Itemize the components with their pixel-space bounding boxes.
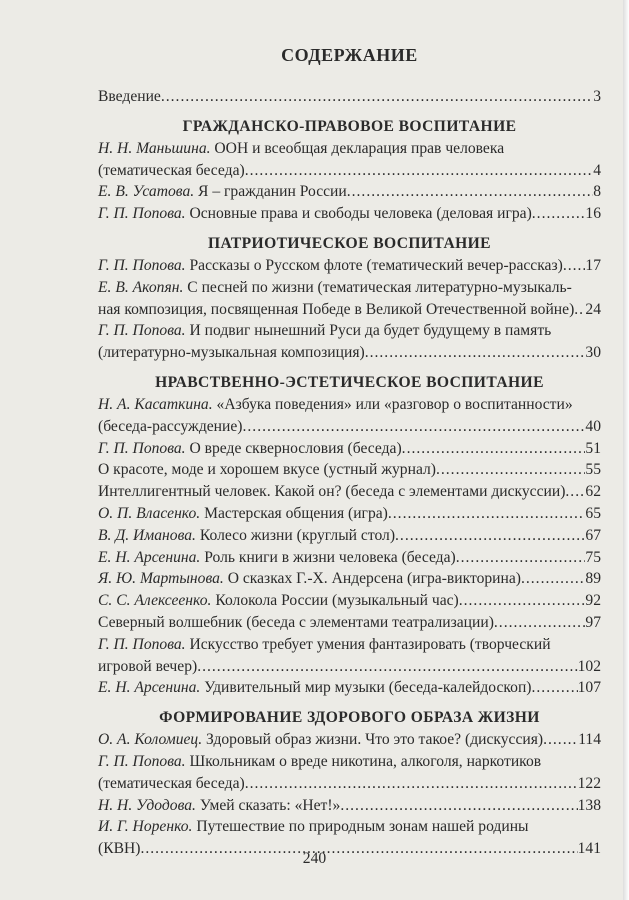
toc-entry xyxy=(98,677,601,699)
entry-author: С. С. Алексеенко. xyxy=(98,592,212,610)
entry-line xyxy=(98,503,601,525)
entry-text: (КВН) xyxy=(98,840,141,858)
entry-page: 102 xyxy=(577,657,601,675)
entry-author: Е. В. Усатова. xyxy=(98,183,195,201)
leader-dots xyxy=(161,86,593,108)
entry-line xyxy=(98,634,601,656)
toc-entry xyxy=(98,255,601,277)
leader-dots xyxy=(574,299,585,321)
section-heading: НРАВСТВЕННО-ЭСТЕТИЧЕСКОЕ ВОСПИТАНИЕ xyxy=(155,373,544,391)
entry-page: 89 xyxy=(585,570,601,588)
entry-author: Г. П. Попова. xyxy=(98,439,186,457)
entry-line xyxy=(98,394,601,416)
leader-dots xyxy=(565,481,585,503)
leader-dots xyxy=(436,459,585,481)
entry-text: (литературно-музыкальная композиция) xyxy=(98,344,365,362)
entry-title xyxy=(98,438,402,460)
entry-author: В. Д. Иманова. xyxy=(98,526,196,544)
entry-text: (беседа-рассуждение) xyxy=(98,417,243,435)
entry-text: Удивительный мир музыки (беседа-калейдоскоп) xyxy=(204,679,532,697)
entry-page: 17 xyxy=(585,256,601,274)
entry-title xyxy=(98,459,436,481)
entry-page: 3 xyxy=(593,88,601,105)
leader-dots xyxy=(197,656,577,678)
entry-title xyxy=(98,751,541,773)
leader-dots xyxy=(340,795,577,817)
leader-dots xyxy=(543,729,578,751)
entry-author: Я. Ю. Мартынова. xyxy=(98,570,224,588)
entry-line xyxy=(98,656,601,678)
entry-text: О вреде сквернословия (беседа) xyxy=(189,439,402,457)
entry-title xyxy=(98,656,197,678)
entry-author: О. П. Власенко. xyxy=(98,504,201,522)
entry-line xyxy=(98,138,601,160)
entry-line xyxy=(98,181,601,203)
section-heading: ПАТРИОТИЧЕСКОЕ ВОСПИТАНИЕ xyxy=(208,234,491,252)
entry-line xyxy=(98,547,601,569)
entry-title xyxy=(98,547,456,569)
entry-page: 40 xyxy=(585,417,601,435)
entry-line xyxy=(98,320,601,342)
entry-text: ная композиция, посвященная Победе в Великой Отечественной войне) xyxy=(98,300,575,318)
entry-text: И подвиг нынешний Руси да будет будущему в память xyxy=(189,322,552,340)
entry-title xyxy=(98,320,551,342)
leader-dots xyxy=(532,677,578,699)
entry-author: Г. П. Попова. xyxy=(98,322,186,340)
entry-text: (тематическая беседа) xyxy=(98,161,245,179)
entry-text: Умей сказать: «Нет!» xyxy=(199,796,341,814)
entry-author: Н. А. Касаткина. xyxy=(98,395,213,413)
entry-text: Я – гражданин России xyxy=(198,183,347,201)
leader-dots xyxy=(243,416,586,438)
toc-entry-intro xyxy=(98,86,601,108)
entry-title xyxy=(98,729,543,751)
entry-text: Искусство требует умения фантазировать (творческий xyxy=(189,635,551,653)
toc-entry xyxy=(98,634,601,678)
entry-line xyxy=(98,416,601,438)
entry-author: Е. В. Акопян. xyxy=(98,278,184,296)
entry-text: Мастерская общения (игра) xyxy=(204,504,388,522)
page-number: 240 xyxy=(302,850,327,867)
entry-text: Рассказы о Русском флоте (тематический вечер-рассказ) xyxy=(189,256,563,274)
entry-title xyxy=(98,525,395,547)
entry-text: Колесо жизни (круглый стол) xyxy=(199,526,396,544)
toc-entry xyxy=(98,795,601,817)
entry-text: Школьникам о вреде никотина, алкоголя, наркотиков xyxy=(189,752,542,770)
entry-title xyxy=(98,773,245,795)
section-heading: ФОРМИРОВАНИЕ ЗДОРОВОГО ОБРАЗА ЖИЗНИ xyxy=(159,709,540,727)
entry-author: Г. П. Попова. xyxy=(98,752,186,770)
entry-author: Н. Н. Удодова. xyxy=(98,796,196,814)
toc-entry xyxy=(98,181,601,203)
entry-title xyxy=(98,590,459,612)
toc-entry xyxy=(98,481,601,503)
entry-title xyxy=(98,277,572,299)
leader-dots xyxy=(459,590,586,612)
toc-entry xyxy=(98,729,601,751)
entry-text: Интеллигентный человек. Какой он? (беседа с элементами дискуссии) xyxy=(98,483,566,501)
entry-line xyxy=(98,160,601,182)
entry-author: И. Г. Норенко. xyxy=(98,818,193,836)
entry-page: 51 xyxy=(585,439,601,457)
toc-entry xyxy=(98,203,601,225)
entry-page: 114 xyxy=(578,731,601,749)
toc-entry xyxy=(98,525,601,547)
page-edge xyxy=(623,0,629,900)
entry-title xyxy=(98,203,532,225)
entry-page: 97 xyxy=(585,613,601,631)
entry-page: 75 xyxy=(585,548,601,566)
leader-dots xyxy=(532,203,586,225)
toc-entry xyxy=(98,277,601,321)
entry-text: ООН и всеобщая декларация прав человека xyxy=(214,139,505,157)
entry-title: Введение xyxy=(98,88,161,105)
entry-page: 92 xyxy=(585,592,601,610)
section-heading: ГРАЖДАНСКО-ПРАВОВОЕ ВОСПИТАНИЕ xyxy=(182,117,517,135)
entry-author: Г. П. Попова. xyxy=(98,256,186,274)
entry-title xyxy=(98,503,388,525)
leader-dots xyxy=(347,181,593,203)
entry-title xyxy=(98,299,574,321)
entry-page: 122 xyxy=(577,774,601,792)
entry-page: 107 xyxy=(577,679,601,697)
entry-page: 30 xyxy=(585,344,601,362)
entry-line xyxy=(98,203,601,225)
leader-dots xyxy=(365,342,586,364)
entry-page: 67 xyxy=(585,526,601,544)
leader-dots xyxy=(402,438,586,460)
entry-line xyxy=(98,590,601,612)
entry-author: Н. Н. Маньшина. xyxy=(98,139,211,157)
entry-title xyxy=(98,677,532,699)
entry-title xyxy=(98,255,563,277)
entry-text: игровой вечер) xyxy=(98,657,198,675)
entry-text: (тематическая беседа) xyxy=(98,774,245,792)
toc-entry xyxy=(98,459,601,481)
entry-title xyxy=(98,568,521,590)
entry-line xyxy=(98,773,601,795)
entry-line xyxy=(98,481,601,503)
entry-text: Роль книги в жизни человека (беседа) xyxy=(204,548,456,566)
sections xyxy=(98,112,601,860)
toc-entry xyxy=(98,590,601,612)
entry-text: О красоте, моде и хорошем вкусе (устный журнал) xyxy=(98,461,436,479)
entry-line xyxy=(98,816,601,838)
entry-line xyxy=(98,459,601,481)
toc-entry xyxy=(98,547,601,569)
toc-entry xyxy=(98,612,601,634)
entry-title xyxy=(98,816,529,838)
entry-line xyxy=(98,729,601,751)
entry-page: 24 xyxy=(585,300,601,318)
entry-text: Путешествие по природным зонам нашей родины xyxy=(196,818,529,836)
toc-entry xyxy=(98,438,601,460)
entry-text: Северный волшебник (беседа с элементами театрализации) xyxy=(98,613,494,631)
entry-title xyxy=(98,612,494,634)
toc-entry xyxy=(98,751,601,795)
entry-text: С песней по жизни (тематическая литературно-музыкаль- xyxy=(187,278,572,296)
entry-page: 138 xyxy=(577,796,601,814)
entry-text: Здоровый образ жизни. Что это такое? (дискуссия) xyxy=(206,731,544,749)
entry-page: 8 xyxy=(593,183,601,201)
leader-dots xyxy=(521,568,585,590)
entry-line xyxy=(98,438,601,460)
entry-title xyxy=(98,795,340,817)
entry-text: Колокола России (музыкальный час) xyxy=(215,592,459,610)
toc-entry xyxy=(98,394,601,438)
leader-dots xyxy=(563,255,586,277)
toc-entry xyxy=(98,320,601,364)
leader-dots xyxy=(456,547,586,569)
entry-page: 65 xyxy=(585,504,601,522)
leader-dots xyxy=(494,612,586,634)
entry-author: Е. Н. Арсенина. xyxy=(98,548,201,566)
leader-dots xyxy=(388,503,586,525)
entry-line xyxy=(98,795,601,817)
entry-page: 4 xyxy=(593,161,601,179)
entry-text: Основные права и свободы человека (деловая игра) xyxy=(189,205,532,223)
entry-line xyxy=(98,277,601,299)
entry-page: 62 xyxy=(585,483,601,501)
entry-line xyxy=(98,299,601,321)
entry-line xyxy=(98,751,601,773)
entry-author: Г. П. Попова. xyxy=(98,635,186,653)
entry-title xyxy=(98,634,551,656)
entry-author: О. А. Коломиец. xyxy=(98,731,203,749)
entry-page: 16 xyxy=(585,205,601,223)
entry-title xyxy=(98,181,347,203)
toc-entry xyxy=(98,503,601,525)
entry-title xyxy=(98,160,245,182)
leader-dots xyxy=(395,525,585,547)
entry-title xyxy=(98,342,365,364)
entry-page: 141 xyxy=(577,840,601,858)
entry-text: О сказках Г.-Х. Андерсена (игра-викторина) xyxy=(227,570,521,588)
entry-line xyxy=(98,255,601,277)
toc-entry xyxy=(98,568,601,590)
table-of-contents xyxy=(98,40,601,860)
entry-title xyxy=(98,416,243,438)
entry-author: Е. Н. Арсенина. xyxy=(98,679,201,697)
entry-page: 55 xyxy=(585,461,601,479)
entry-title xyxy=(98,394,573,416)
toc-entry xyxy=(98,138,601,182)
entry-line xyxy=(98,677,601,699)
entry-author: Г. П. Попова. xyxy=(98,205,186,223)
entry-text: «Азбука поведения» или «разговор о воспитанности» xyxy=(216,395,573,413)
entry-title xyxy=(98,138,504,160)
entry-line xyxy=(98,568,601,590)
entry-line xyxy=(98,525,601,547)
entry-line xyxy=(98,342,601,364)
leader-dots xyxy=(245,160,594,182)
entry-line xyxy=(98,612,601,634)
page-title: СОДЕРЖАНИЕ xyxy=(281,45,418,65)
leader-dots xyxy=(245,773,578,795)
entry-title xyxy=(98,481,565,503)
